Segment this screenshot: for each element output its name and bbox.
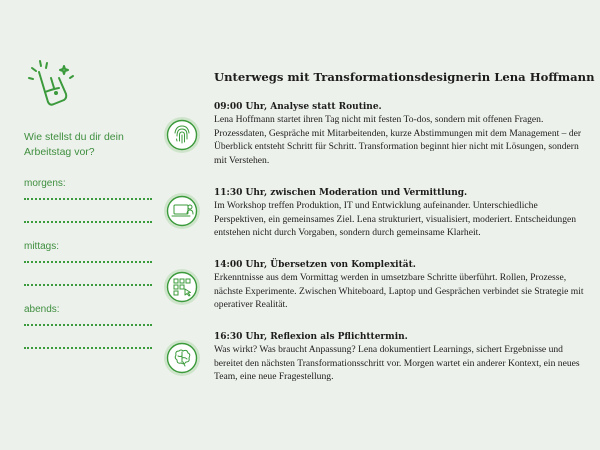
- write-line[interactable]: [24, 324, 152, 326]
- entry-heading: 16:30 Uhr, Reflexion als Pflichttermin.: [214, 332, 408, 342]
- entry-heading: 11:30 Uhr, zwischen Moderation und Vermittlung.: [214, 188, 468, 198]
- page-title: Unterwegs mit Transformationsdesignerin Lena Hoffmann: [214, 70, 595, 84]
- entry-body: Lena Hoffmann startet ihren Tag nicht mit festen To-dos, sondern mit offenen Fragen. Prozessdaten, Gespräche mit Mitarbeitenden, kurze Abstimmungen mit dem Management – der Überblick entsteht Schritt für Schritt. Transformation beginnt hier nicht mit Lösungen, sondern mit Verstehen.: [214, 114, 582, 166]
- timeline-entry-0900: [214, 101, 586, 167]
- slot-label-morning: morgens:: [24, 178, 66, 189]
- fingerprint-icon: [163, 116, 201, 154]
- brain-icon: [163, 339, 201, 377]
- entry-body: Im Workshop treffen Produktion, IT und Entwicklung aufeinander. Unterschiedliche Perspektiven, ein gemeinsames Ziel. Lena strukturiert, visualisiert, moderiert. Entscheidungen entstehen nicht durch Vorgaben, sondern durch gemeinsame Klarheit.: [214, 200, 577, 238]
- write-line[interactable]: [24, 198, 152, 200]
- entry-body: Erkenntnisse aus dem Vormittag werden in umsetzbare Schritte überführt. Rollen, Prozesse, nächste Experimente. Zwischen Whiteboard, Laptop und Gesprächen verbindet sie Strategie mit operativer Realität.: [214, 272, 584, 310]
- laptop-user-icon: [163, 192, 201, 230]
- entry-heading: 09:00 Uhr, Analyse statt Routine.: [214, 102, 382, 112]
- write-line[interactable]: [24, 347, 152, 349]
- journal-prompt: [24, 130, 152, 367]
- prompt-question: Wie stellst du dir dein Arbeitstag vor?: [24, 131, 124, 158]
- timeline-entry-1630: [214, 331, 586, 384]
- slot-label-evening: abends:: [24, 304, 60, 315]
- write-line[interactable]: [24, 284, 152, 286]
- slot-label-noon: mittags:: [24, 241, 60, 252]
- entry-body: Was wirkt? Was braucht Anpassung? Lena dokumentiert Learnings, sichert Ergebnisse und bereitet den nächsten Transformationsschritt vor. Morgen wartet ein anderer Kontext, ein neues Team, eine neue Fragestellung.: [214, 344, 580, 382]
- write-line[interactable]: [24, 261, 152, 263]
- grid-touch-icon: [163, 268, 201, 306]
- timeline-entry-1400: [214, 259, 586, 312]
- entry-heading: 14:00 Uhr, Übersetzen von Komplexität.: [214, 260, 416, 270]
- lightbulb-exclamation-icon: [26, 58, 76, 110]
- timeline-entry-1130: [214, 187, 586, 240]
- write-line[interactable]: [24, 221, 152, 223]
